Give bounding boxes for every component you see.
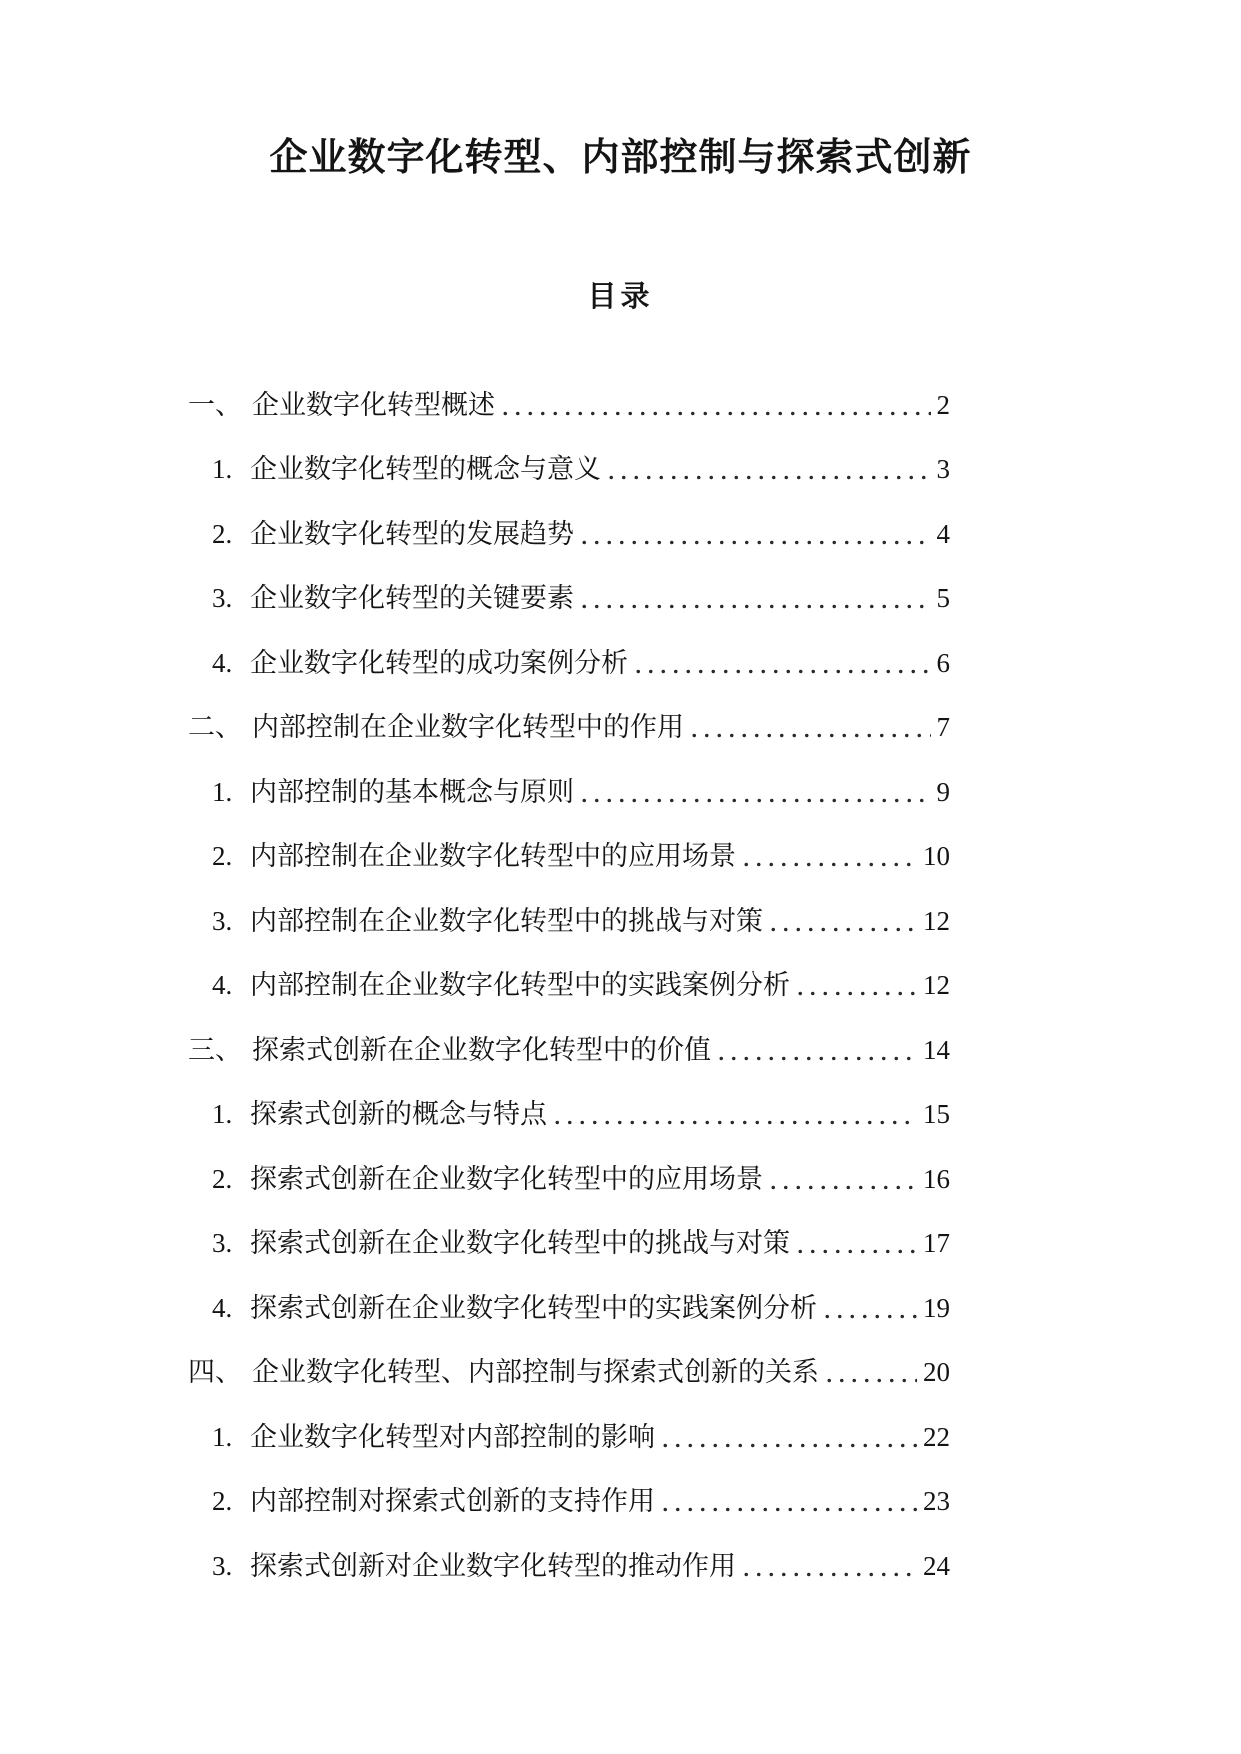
- toc-dot-leader: [578, 779, 931, 806]
- toc-entry-number: 一、: [188, 389, 242, 420]
- toc-entry-number: 1.: [212, 776, 233, 807]
- toc-dot-leader: [767, 1166, 917, 1193]
- toc-entry-number: 3.: [212, 905, 233, 936]
- toc-entry[interactable]: [188, 1534, 950, 1599]
- toc-page-number: 3: [936, 454, 950, 485]
- toc-entry-label: 企业数字化转型的关键要素: [250, 583, 574, 614]
- toc-entry[interactable]: [188, 502, 950, 567]
- toc-entry-label: 探索式创新在企业数字化转型中的挑战与对策: [250, 1228, 790, 1259]
- toc-page-number: 5: [936, 583, 950, 614]
- toc-entry-label: 内部控制在企业数字化转型中的应用场景: [250, 841, 736, 872]
- toc-dot-leader: [605, 456, 931, 483]
- toc-entry[interactable]: [188, 889, 950, 954]
- toc-entry-label: 探索式创新在企业数字化转型中的实践案例分析: [250, 1292, 817, 1323]
- toc-entry-number: 2.: [212, 1486, 233, 1517]
- toc-entry-label: 内部控制的基本概念与原则: [250, 776, 574, 807]
- toc-entry-label: 企业数字化转型的发展趋势: [250, 518, 574, 549]
- toc-entry-number: 4.: [212, 970, 233, 1001]
- toc-entry-number: 3.: [212, 1228, 233, 1259]
- toc-entry-label: 探索式创新的概念与特点: [250, 1099, 547, 1130]
- toc-entry-number: 2.: [212, 518, 233, 549]
- toc-dot-leader: [794, 1230, 917, 1257]
- toc-entry-number: 二、: [188, 712, 242, 743]
- toc-dot-leader: [794, 972, 917, 999]
- toc-dot-leader: [578, 585, 931, 612]
- document-title: 企业数字化转型、内部控制与探索式创新: [269, 137, 972, 179]
- toc-entry-number: 三、: [188, 1034, 242, 1065]
- toc-entry-number: 4.: [212, 647, 233, 678]
- toc-entry-label: 企业数字化转型对内部控制的影响: [250, 1421, 655, 1452]
- toc-entry-number: 2.: [212, 841, 233, 872]
- toc-entry-number: 四、: [188, 1357, 242, 1388]
- toc-entry-label: 企业数字化转型概述: [252, 389, 495, 420]
- toc-entry[interactable]: [188, 760, 950, 825]
- toc-entry-label: 内部控制对探索式创新的支持作用: [250, 1486, 655, 1517]
- toc-entry[interactable]: [188, 438, 950, 503]
- toc-entry-label: 探索式创新在企业数字化转型中的应用场景: [250, 1163, 763, 1194]
- toc-page-number: 24: [923, 1550, 950, 1581]
- toc-entry[interactable]: [188, 1341, 950, 1406]
- toc-dot-leader: [688, 714, 931, 741]
- toc-page-number: 17: [923, 1228, 950, 1259]
- toc-dot-leader: [740, 1553, 917, 1580]
- toc-page-number: 6: [936, 647, 950, 678]
- toc-page-number: 7: [936, 712, 950, 743]
- toc-dot-leader: [551, 1101, 917, 1128]
- toc-list: [188, 373, 950, 1599]
- toc-entry[interactable]: [188, 696, 950, 761]
- toc-dot-leader: [715, 1037, 917, 1064]
- toc-entry-label: 企业数字化转型的概念与意义: [250, 454, 601, 485]
- toc-entry-label: 企业数字化转型、内部控制与探索式创新的关系: [252, 1357, 819, 1388]
- toc-entry[interactable]: [188, 1147, 950, 1212]
- toc-entry-number: 1.: [212, 454, 233, 485]
- toc-dot-leader: [632, 650, 931, 677]
- toc-page-number: 23: [923, 1486, 950, 1517]
- toc-entry-number: 3.: [212, 1550, 233, 1581]
- toc-page-number: 22: [923, 1421, 950, 1452]
- toc-entry[interactable]: [188, 825, 950, 890]
- toc-entry-number: 4.: [212, 1292, 233, 1323]
- toc-dot-leader: [578, 521, 931, 548]
- toc-entry-label: 内部控制在企业数字化转型中的实践案例分析: [250, 970, 790, 1001]
- toc-dot-leader: [823, 1359, 917, 1386]
- toc-entry[interactable]: [188, 631, 950, 696]
- toc-entry[interactable]: [188, 1083, 950, 1148]
- toc-dot-leader: [499, 392, 931, 419]
- toc-entry[interactable]: [188, 1470, 950, 1535]
- toc-entry-label: 企业数字化转型的成功案例分析: [250, 647, 628, 678]
- toc-page-number: 4: [936, 518, 950, 549]
- toc-entry[interactable]: [188, 1276, 950, 1341]
- toc-entry[interactable]: [188, 1212, 950, 1277]
- toc-entry-label: 探索式创新对企业数字化转型的推动作用: [250, 1550, 736, 1581]
- toc-entry[interactable]: [188, 567, 950, 632]
- toc-heading: 目录: [587, 281, 654, 313]
- toc-entry[interactable]: [188, 1405, 950, 1470]
- toc-page-number: 19: [923, 1292, 950, 1323]
- toc-entry-number: 1.: [212, 1421, 233, 1452]
- toc-page-number: 15: [923, 1099, 950, 1130]
- toc-entry-number: 1.: [212, 1099, 233, 1130]
- toc-page-number: 2: [936, 389, 950, 420]
- toc-dot-leader: [659, 1488, 917, 1515]
- toc-entry-label: 内部控制在企业数字化转型中的作用: [252, 712, 684, 743]
- toc-dot-leader: [659, 1424, 917, 1451]
- toc-page-number: 9: [936, 776, 950, 807]
- toc-page-number: 12: [923, 905, 950, 936]
- toc-page-number: 12: [923, 970, 950, 1001]
- toc-dot-leader: [767, 908, 917, 935]
- toc-entry[interactable]: [188, 954, 950, 1019]
- toc-page-number: 20: [923, 1357, 950, 1388]
- toc-dot-leader: [740, 843, 917, 870]
- toc-page-number: 16: [923, 1163, 950, 1194]
- toc-entry[interactable]: [188, 373, 950, 438]
- toc-page-number: 14: [923, 1034, 950, 1065]
- toc-entry-label: 内部控制在企业数字化转型中的挑战与对策: [250, 905, 763, 936]
- toc-page-number: 10: [923, 841, 950, 872]
- toc-dot-leader: [821, 1295, 917, 1322]
- toc-entry-label: 探索式创新在企业数字化转型中的价值: [252, 1034, 711, 1065]
- toc-entry-number: 3.: [212, 583, 233, 614]
- toc-entry[interactable]: [188, 1018, 950, 1083]
- toc-entry-number: 2.: [212, 1163, 233, 1194]
